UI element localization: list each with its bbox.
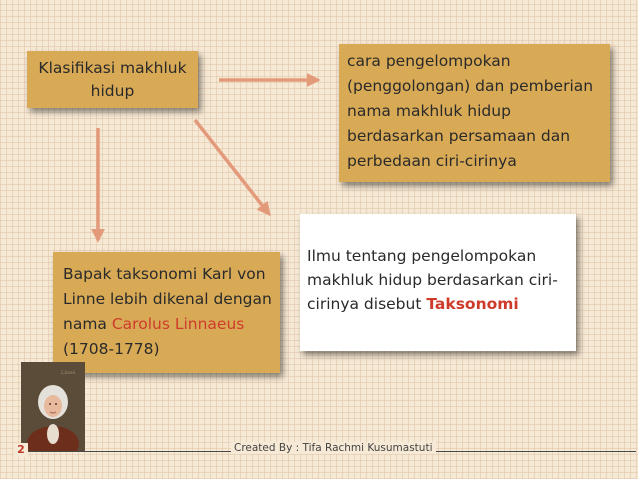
- node-definition-text: cara pengelompokan (penggolongan) dan pemberian nama makhluk hidup berdasarkan persamaan dan perbedaan ciri-cirinya: [347, 52, 594, 170]
- node-taxonomy-highlight: Taksonomi: [426, 295, 519, 313]
- node-person-text: Bapak taksonomi Karl von Linne lebih dikenal dengan nama: [63, 265, 272, 333]
- linnaeus-portrait: [21, 362, 85, 451]
- node-person: [53, 252, 280, 373]
- node-definition: [339, 44, 610, 182]
- portrait-caption: Linné: [61, 370, 76, 376]
- node-person-years: (1708-1778): [63, 340, 160, 358]
- node-root-text: Klasifikasi makhluk hidup: [38, 59, 187, 100]
- footer-credit: Created By : Tifa Rachmi Kusumastuti: [231, 442, 436, 454]
- arrow-root-to-taxonomy: [195, 120, 269, 214]
- node-taxonomy-text: Ilmu tentang pengelompokan makhluk hidup berdasarkan ciri-cirinya disebut: [307, 247, 558, 313]
- page-number: 2: [14, 443, 28, 457]
- node-taxonomy: [300, 214, 576, 351]
- node-person-highlight: Carolus Linnaeus: [111, 315, 245, 333]
- node-root: [27, 51, 198, 108]
